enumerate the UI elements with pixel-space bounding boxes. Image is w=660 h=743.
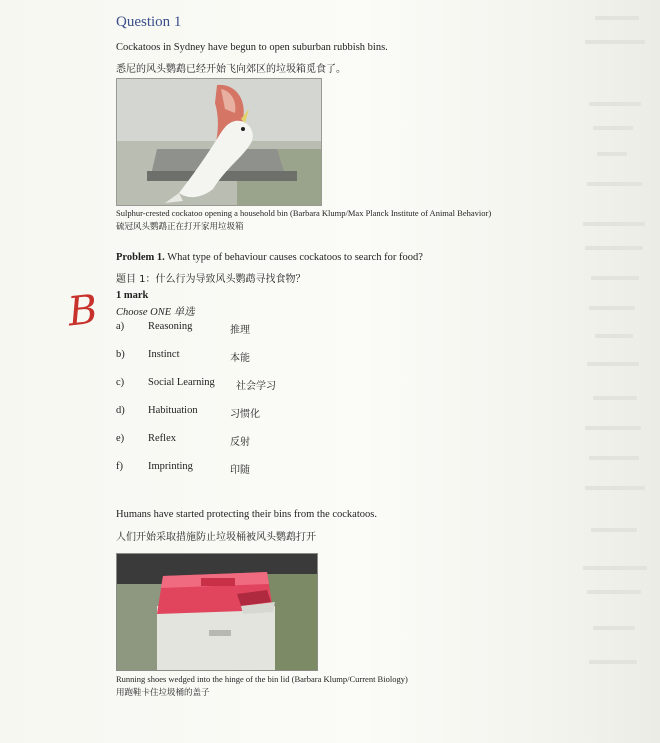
- option-label-en: Reasoning: [148, 321, 193, 332]
- option-letter: c): [116, 377, 125, 388]
- option-label-zh: 习惯化: [230, 409, 260, 420]
- question-intro-en: Cockatoos in Sydney have begun to open suburban rubbish bins.: [116, 42, 388, 53]
- photo2-caption-zh: 用跑鞋卡住垃圾桶的盖子: [116, 688, 210, 698]
- followup-text-en: Humans have started protecting their bins from the cockatoos.: [116, 509, 377, 520]
- option-label-zh: 反射: [230, 437, 250, 448]
- protected-bin-photo: [116, 553, 318, 671]
- marks-label: 1 mark: [116, 290, 149, 301]
- handwritten-answer: B: [65, 286, 100, 336]
- question-intro-zh: 悉尼的风头鹦鹉已经开始飞向郊区的垃圾箱觅食了。: [116, 64, 346, 75]
- option-label-en: Habituation: [148, 405, 198, 416]
- option-letter: f): [116, 461, 123, 472]
- option-letter: b): [116, 349, 125, 360]
- problem-text-en: What type of behaviour causes cockatoos to search for food?: [164, 252, 423, 263]
- option-label-en: Social Learning: [148, 377, 215, 388]
- cockatoo-bin-photo: [116, 78, 322, 206]
- question-title: Question 1: [116, 14, 182, 30]
- photo1-caption-zh: 硫冠风头鹦鹉正在打开家用垃圾箱: [116, 222, 244, 232]
- problem-statement: [116, 252, 423, 263]
- photo2-caption-en: Running shoes wedged into the hinge of the bin lid (Barbara Klump/Current Biology): [116, 674, 408, 684]
- problem-label: Problem 1.: [116, 252, 165, 263]
- choose-instruction: Choose ONE 单选: [116, 307, 195, 318]
- option-label-zh: 本能: [230, 353, 250, 364]
- option-letter: d): [116, 405, 125, 416]
- option-letter: a): [116, 321, 125, 332]
- option-label-zh: 推理: [230, 325, 250, 336]
- followup-text-zh: 人们开始采取措施防止垃圾桶被风头鹦鹉打开: [116, 532, 316, 543]
- option-label-zh: 印随: [230, 465, 250, 476]
- photo1-caption-en: Sulphur-crested cockatoo opening a household bin (Barbara Klump/Max Planck Institute of Animal Behavior): [116, 208, 492, 218]
- option-label-en: Instinct: [148, 349, 180, 360]
- option-letter: e): [116, 433, 125, 444]
- problem-text-zh: 题目 1：什么行为导致风头鹦鹉寻找食物？: [116, 274, 306, 285]
- option-label-en: Imprinting: [148, 461, 193, 472]
- show-through-text: [575, 0, 660, 743]
- option-label-zh: 社会学习: [236, 381, 276, 392]
- option-label-en: Reflex: [148, 433, 176, 444]
